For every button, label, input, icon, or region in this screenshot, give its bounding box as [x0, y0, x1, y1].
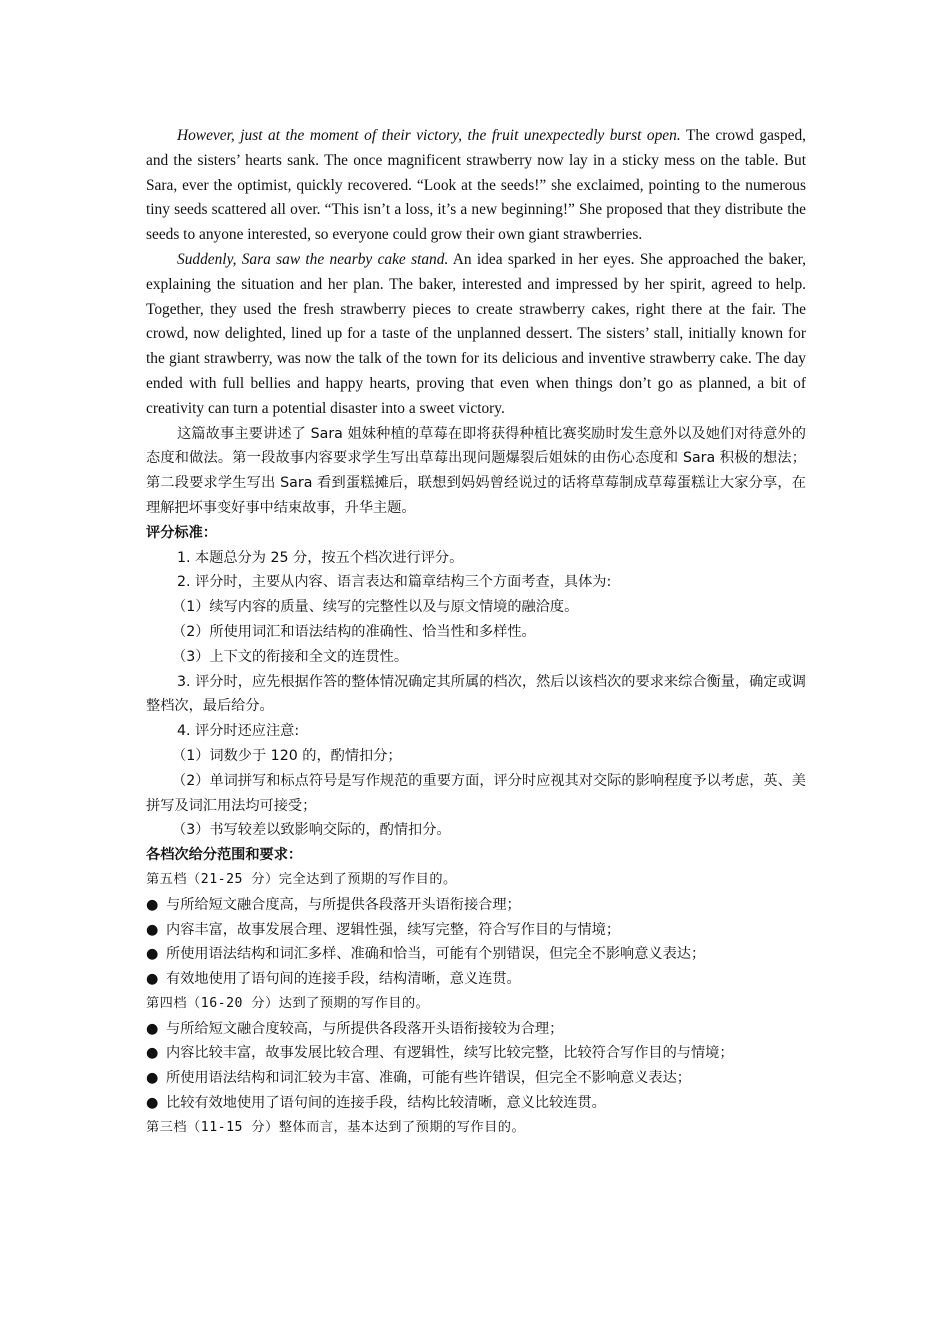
bullet-dot-icon: ● [146, 1095, 159, 1112]
criteria-subitem: （2）所使用词汇和语法结构的准确性、恰当性和多样性。 [172, 623, 536, 640]
level-5-bullet [146, 918, 806, 943]
bullet-text: 内容丰富，故事发展合理、逻辑性强，续写完整，符合写作目的与情境； [166, 921, 621, 938]
paragraph-opening-italic: Suddenly, Sara saw the nearby cake stand. [177, 250, 449, 268]
bullet-dot-icon: ● [146, 1045, 159, 1062]
bullet-text: 有效地使用了语句间的连接手段，结构清晰，意义连贯。 [166, 971, 521, 988]
level-5-bullet [146, 893, 806, 918]
bullet-dot-icon: ● [146, 1070, 159, 1087]
level-4-bullet [146, 1017, 806, 1042]
bullet-text: 比较有效地使用了语句间的连接手段，结构比较清晰，意义比较连贯。 [166, 1095, 606, 1112]
criteria-subitem: （1）续写内容的质量、续写的完整性以及与原文情境的融洽度。 [172, 599, 579, 616]
bullet-dot-icon: ● [146, 971, 159, 988]
level-3-title: 第三档（11-15 分）整体而言，基本达到了预期的写作目的。 [146, 1119, 526, 1135]
level-4-title: 第四档（16-20 分）达到了预期的写作目的。 [146, 995, 430, 1011]
paragraph-text: The crowd gasped, and the sisters’ hearts sank. The once magnificent strawberry now lay in a sticky mess on the table. But Sara, ever the optimist, quickly recovered. “Look at the seeds!” she exclaimed, pointing to the numerous tiny seeds scattered all over. “This isn’t a loss, it’s a new beginning!” She proposed that they distribute the seeds to anyone interested, so everyone could grow their own giant strawberries. [146, 127, 806, 244]
criteria-item: 3. 评分时，应先根据作答的整体情况确定其所属的档次，然后以该档次的要求来综合衡量，确定或调整档次，最后给分。 [146, 673, 806, 715]
levels-heading: 各档次给分范围和要求： [146, 847, 303, 864]
criteria-heading: 评分标准： [146, 524, 217, 541]
criteria-item: 2. 评分时，主要从内容、语言表达和篇章结构三个方面考查，具体为: [177, 574, 612, 591]
bullet-text: 所使用语法结构和词汇多样、准确和恰当，可能有个别错误，但完全不影响意义表达； [166, 946, 706, 963]
summary-paragraph: 这篇故事主要讲述了 Sara 姐妹种植的草莓在即将获得种植比赛奖励时发生意外以及她们对待意外的态度和做法。第一段故事内容要求学生写出草莓出现问题爆裂后姐妹的由伤心态度和 Sara 积极的想法；第二段要求学生写出 Sara 看到蛋糕摊后，联想到妈妈曾经说过的话将草莓制成草莓蛋糕让大家分享，在理解把坏事变好事中结束故事，升华主题。 [146, 425, 806, 516]
level-5-title: 第五档（21-25 分）完全达到了预期的写作目的。 [146, 871, 457, 887]
paragraph-text: An idea sparked in her eyes. She approached the baker, explaining the situation and her plan. The baker, interested and impressed by her spirit, agreed to help. Together, they used the fresh strawberry pieces to create strawberry cakes, right there at the fair. The crowd, now delighted, lined up for a taste of the unplanned dessert. The sisters’ stall, initially known for the giant strawberry, was now the talk of the town for its delicious and inventive strawberry cake. The day ended with full bellies and happy hearts, proving that even when things don’t go as planned, a bit of creativity can turn a potential disaster into a sweet victory. [146, 250, 806, 417]
level-4-bullet [146, 1066, 806, 1091]
criteria-subitem: （1）词数少于 120 的，酌情扣分； [172, 747, 402, 764]
bullet-text: 所使用语法结构和词汇较为丰富、准确，可能有些许错误，但完全不影响意义表达； [166, 1070, 691, 1087]
document-page [146, 124, 806, 1141]
level-4-bullet [146, 1041, 806, 1066]
criteria-subitem: （3）上下文的衔接和全文的连贯性。 [172, 648, 409, 665]
criteria-subitem: （3）书写较差以致影响交际的，酌情扣分。 [172, 822, 451, 839]
bullet-dot-icon: ● [146, 1020, 159, 1037]
bullet-dot-icon: ● [146, 946, 159, 963]
bullet-text: 内容比较丰富，故事发展比较合理、有逻辑性，续写比较完整，比较符合写作目的与情境； [166, 1045, 734, 1062]
bullet-dot-icon: ● [146, 896, 159, 913]
bullet-text: 与所给短文融合度较高，与所提供各段落开头语衔接较为合理； [166, 1020, 564, 1037]
paragraph-opening-italic: However, just at the moment of their victory, the fruit unexpectedly burst open. [177, 127, 681, 144]
criteria-item: 4. 评分时还应注意: [177, 723, 300, 740]
criteria-item: 1. 本题总分为 25 分，按五个档次进行评分。 [177, 549, 464, 566]
level-4-bullet [146, 1091, 806, 1116]
story-paragraph-2 [146, 248, 806, 422]
story-paragraph-1 [146, 124, 806, 248]
bullet-text: 与所给短文融合度高，与所提供各段落开头语衔接合理； [166, 896, 521, 913]
level-5-bullet [146, 942, 806, 967]
level-5-bullet [146, 967, 806, 992]
bullet-dot-icon: ● [146, 921, 159, 938]
criteria-subitem: （2）单词拼写和标点符号是写作规范的重要方面，评分时应视其对交际的影响程度予以考虑，英、美拼写及词汇用法均可接受； [146, 772, 806, 814]
